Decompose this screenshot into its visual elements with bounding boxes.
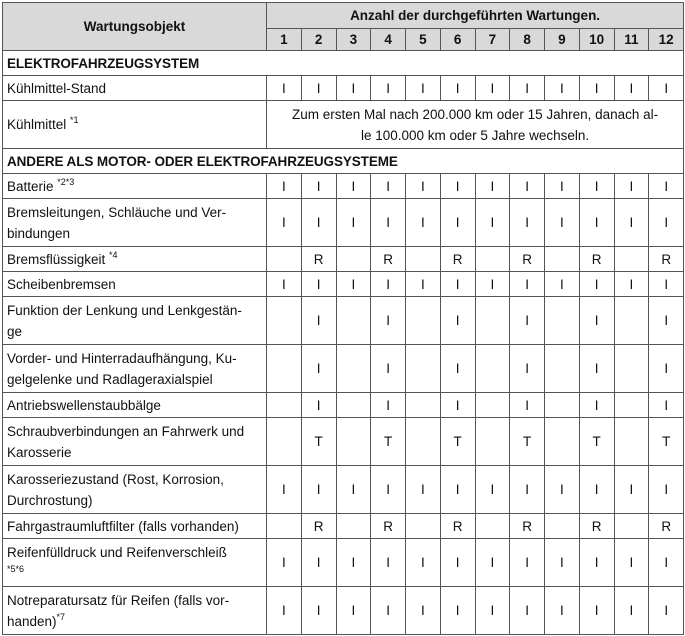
schedule-mark-cell bbox=[267, 514, 302, 539]
schedule-mark-cell: T bbox=[301, 418, 336, 466]
schedule-mark-cell: R bbox=[371, 514, 406, 539]
item-text-line: handen) bbox=[7, 613, 57, 629]
schedule-mark-cell: I bbox=[579, 199, 614, 247]
table-row bbox=[3, 247, 684, 272]
schedule-mark-cell bbox=[267, 297, 302, 345]
section-header-row bbox=[3, 51, 684, 76]
schedule-mark-cell: I bbox=[301, 199, 336, 247]
maintenance-item-label bbox=[3, 199, 267, 247]
item-text-line: gelgelenke und Radlageraxialspiel bbox=[7, 371, 213, 387]
schedule-mark-cell: I bbox=[267, 587, 302, 635]
schedule-mark-cell: I bbox=[440, 272, 475, 297]
table-row bbox=[3, 345, 684, 393]
item-text-line: bindungen bbox=[7, 225, 71, 241]
table-row bbox=[3, 101, 684, 149]
table-row bbox=[3, 199, 684, 247]
schedule-mark-cell: I bbox=[475, 174, 510, 199]
schedule-mark-cell: T bbox=[649, 418, 684, 466]
section-header-row bbox=[3, 149, 684, 174]
maintenance-number-9: 9 bbox=[545, 29, 580, 51]
maintenance-item-label bbox=[3, 514, 267, 539]
maintenance-number-3: 3 bbox=[336, 29, 371, 51]
schedule-mark-cell: I bbox=[406, 199, 441, 247]
schedule-mark-cell: I bbox=[614, 199, 649, 247]
item-text-line: Batterie bbox=[7, 178, 58, 194]
schedule-mark-cell: I bbox=[649, 272, 684, 297]
schedule-mark-cell bbox=[614, 345, 649, 393]
item-text-line: Notreparatursatz für Reifen (falls vor- bbox=[7, 592, 230, 608]
maintenance-item-label bbox=[3, 101, 267, 149]
schedule-mark-cell: I bbox=[440, 587, 475, 635]
schedule-mark-cell: I bbox=[371, 345, 406, 393]
schedule-mark-cell: T bbox=[440, 418, 475, 466]
table-row bbox=[3, 272, 684, 297]
schedule-mark-cell: I bbox=[301, 76, 336, 101]
table-row bbox=[3, 539, 684, 587]
schedule-mark-cell: R bbox=[440, 247, 475, 272]
schedule-mark-cell bbox=[614, 514, 649, 539]
schedule-mark-cell: I bbox=[614, 587, 649, 635]
footnote-marker: *7 bbox=[56, 611, 66, 622]
item-text-line: Fahrgastraumluftfilter (falls vorhanden) bbox=[7, 518, 239, 534]
schedule-mark-cell: I bbox=[301, 587, 336, 635]
schedule-mark-cell: I bbox=[545, 539, 580, 587]
section-title: ELEKTROFAHRZEUGSYSTEM bbox=[3, 51, 684, 76]
schedule-mark-cell bbox=[475, 514, 510, 539]
schedule-mark-cell: I bbox=[510, 76, 545, 101]
schedule-mark-cell: I bbox=[336, 466, 371, 514]
schedule-mark-cell: I bbox=[510, 587, 545, 635]
schedule-mark-cell: I bbox=[579, 466, 614, 514]
schedule-mark-cell: I bbox=[371, 539, 406, 587]
maintenance-item-label bbox=[3, 174, 267, 199]
item-text-line: Kühlmittel-Stand bbox=[7, 80, 107, 96]
schedule-mark-cell: I bbox=[510, 297, 545, 345]
maintenance-number-2: 2 bbox=[301, 29, 336, 51]
footnote-marker: *2*3 bbox=[57, 176, 75, 187]
schedule-mark-cell: I bbox=[510, 199, 545, 247]
schedule-mark-cell bbox=[545, 345, 580, 393]
schedule-mark-cell bbox=[267, 418, 302, 466]
schedule-mark-cell bbox=[267, 247, 302, 272]
schedule-mark-cell: I bbox=[614, 539, 649, 587]
schedule-mark-cell: I bbox=[579, 393, 614, 418]
schedule-mark-cell bbox=[406, 418, 441, 466]
schedule-mark-cell bbox=[614, 393, 649, 418]
schedule-mark-cell: I bbox=[475, 199, 510, 247]
schedule-mark-cell: I bbox=[371, 174, 406, 199]
schedule-mark-cell: I bbox=[371, 466, 406, 514]
schedule-mark-cell bbox=[336, 514, 371, 539]
schedule-mark-cell: I bbox=[579, 539, 614, 587]
maintenance-item-label bbox=[3, 247, 267, 272]
schedule-mark-cell: I bbox=[406, 174, 441, 199]
maintenance-schedule-table bbox=[2, 2, 684, 635]
schedule-mark-cell: I bbox=[545, 199, 580, 247]
item-text-line: Kühlmittel bbox=[7, 117, 71, 132]
schedule-body bbox=[3, 51, 684, 635]
schedule-mark-cell: I bbox=[267, 199, 302, 247]
schedule-mark-cell bbox=[545, 418, 580, 466]
maintenance-item-label bbox=[3, 297, 267, 345]
column-header-count: Anzahl der durchgeführten Wartungen. bbox=[267, 3, 684, 29]
item-text-line: Reifenfülldruck und Reifenverschleiß bbox=[7, 544, 227, 560]
schedule-mark-cell bbox=[545, 514, 580, 539]
maintenance-item-label bbox=[3, 466, 267, 514]
schedule-mark-cell: R bbox=[579, 514, 614, 539]
table-row bbox=[3, 466, 684, 514]
maintenance-item-label bbox=[3, 587, 267, 635]
schedule-mark-cell: I bbox=[510, 539, 545, 587]
schedule-mark-cell: I bbox=[545, 587, 580, 635]
schedule-mark-cell bbox=[475, 247, 510, 272]
schedule-mark-cell bbox=[267, 345, 302, 393]
maintenance-number-1: 1 bbox=[267, 29, 302, 51]
schedule-mark-cell: I bbox=[406, 587, 441, 635]
maintenance-item-label bbox=[3, 76, 267, 101]
coolant-replacement-note bbox=[267, 101, 684, 149]
schedule-mark-cell: I bbox=[649, 587, 684, 635]
schedule-mark-cell bbox=[406, 345, 441, 393]
schedule-mark-cell: I bbox=[440, 174, 475, 199]
schedule-mark-cell: I bbox=[545, 76, 580, 101]
schedule-mark-cell: R bbox=[510, 514, 545, 539]
schedule-mark-cell: I bbox=[336, 272, 371, 297]
schedule-mark-cell bbox=[336, 345, 371, 393]
schedule-mark-cell: I bbox=[440, 393, 475, 418]
section-title: ANDERE ALS MOTOR- ODER ELEKTROFAHRZEUGSYSTEME bbox=[3, 149, 684, 174]
schedule-mark-cell: T bbox=[371, 418, 406, 466]
schedule-mark-cell: I bbox=[336, 587, 371, 635]
schedule-mark-cell: I bbox=[475, 539, 510, 587]
schedule-mark-cell bbox=[336, 247, 371, 272]
schedule-mark-cell bbox=[545, 297, 580, 345]
schedule-mark-cell: I bbox=[579, 297, 614, 345]
maintenance-number-10: 10 bbox=[579, 29, 614, 51]
schedule-mark-cell: I bbox=[301, 466, 336, 514]
schedule-mark-cell: I bbox=[545, 466, 580, 514]
maintenance-number-6: 6 bbox=[440, 29, 475, 51]
maintenance-number-11: 11 bbox=[614, 29, 649, 51]
schedule-mark-cell: R bbox=[649, 514, 684, 539]
maintenance-item-label bbox=[3, 272, 267, 297]
item-text-line: Scheibenbremsen bbox=[7, 276, 116, 292]
item-text-line: Schraubverbindungen an Fahrwerk und bbox=[7, 423, 245, 439]
item-text-line: Bremsleitungen, Schläuche und Ver- bbox=[7, 204, 227, 220]
maintenance-number-12: 12 bbox=[649, 29, 684, 51]
maintenance-item-label bbox=[3, 393, 267, 418]
schedule-mark-cell: I bbox=[267, 539, 302, 587]
schedule-mark-cell bbox=[614, 418, 649, 466]
schedule-mark-cell bbox=[614, 297, 649, 345]
schedule-mark-cell: R bbox=[649, 247, 684, 272]
schedule-mark-cell bbox=[614, 247, 649, 272]
schedule-mark-cell: I bbox=[336, 174, 371, 199]
schedule-mark-cell: I bbox=[371, 587, 406, 635]
table-row bbox=[3, 587, 684, 635]
schedule-mark-cell: I bbox=[406, 466, 441, 514]
table-row bbox=[3, 76, 684, 101]
schedule-mark-cell: I bbox=[510, 393, 545, 418]
schedule-mark-cell: I bbox=[371, 199, 406, 247]
schedule-mark-cell bbox=[406, 514, 441, 539]
schedule-mark-cell: I bbox=[371, 76, 406, 101]
schedule-mark-cell: I bbox=[475, 587, 510, 635]
schedule-mark-cell: I bbox=[579, 174, 614, 199]
schedule-mark-cell: I bbox=[475, 76, 510, 101]
schedule-mark-cell: I bbox=[440, 76, 475, 101]
schedule-mark-cell: I bbox=[649, 345, 684, 393]
column-header-item: Wartungsobjekt bbox=[3, 3, 267, 51]
schedule-mark-cell: I bbox=[649, 466, 684, 514]
schedule-mark-cell: I bbox=[406, 539, 441, 587]
item-text-line: Funktion der Lenkung und Lenkgestän- bbox=[7, 302, 242, 318]
maintenance-number-4: 4 bbox=[371, 29, 406, 51]
schedule-mark-cell: I bbox=[579, 587, 614, 635]
schedule-mark-cell bbox=[267, 393, 302, 418]
schedule-mark-cell: I bbox=[579, 272, 614, 297]
schedule-mark-cell: I bbox=[649, 539, 684, 587]
schedule-mark-cell: I bbox=[440, 199, 475, 247]
item-text-line: Bremsflüssigkeit bbox=[7, 251, 110, 267]
schedule-mark-cell: I bbox=[267, 76, 302, 101]
schedule-mark-cell: I bbox=[649, 76, 684, 101]
maintenance-number-5: 5 bbox=[406, 29, 441, 51]
schedule-mark-cell: I bbox=[475, 272, 510, 297]
schedule-mark-cell: I bbox=[510, 272, 545, 297]
schedule-mark-cell: R bbox=[371, 247, 406, 272]
table-row bbox=[3, 418, 684, 466]
item-text-line: Karosseriezustand (Rost, Korrosion, bbox=[7, 471, 224, 487]
maintenance-number-7: 7 bbox=[475, 29, 510, 51]
schedule-mark-cell: R bbox=[301, 514, 336, 539]
schedule-mark-cell: R bbox=[301, 247, 336, 272]
schedule-mark-cell: I bbox=[649, 393, 684, 418]
schedule-mark-cell: R bbox=[579, 247, 614, 272]
schedule-mark-cell: R bbox=[510, 247, 545, 272]
schedule-mark-cell: I bbox=[510, 174, 545, 199]
schedule-mark-cell: I bbox=[440, 345, 475, 393]
maintenance-item-label bbox=[3, 345, 267, 393]
note-text-line: Zum ersten Mal nach 200.000 km oder 15 Jahren, danach al- bbox=[291, 106, 659, 122]
schedule-mark-cell: I bbox=[406, 272, 441, 297]
schedule-mark-cell: I bbox=[475, 466, 510, 514]
schedule-mark-cell: I bbox=[406, 76, 441, 101]
schedule-mark-cell: T bbox=[579, 418, 614, 466]
schedule-mark-cell: I bbox=[614, 174, 649, 199]
schedule-mark-cell bbox=[475, 418, 510, 466]
schedule-mark-cell: I bbox=[301, 174, 336, 199]
schedule-mark-cell bbox=[545, 393, 580, 418]
schedule-mark-cell bbox=[475, 297, 510, 345]
table-row bbox=[3, 393, 684, 418]
schedule-mark-cell: I bbox=[267, 272, 302, 297]
schedule-mark-cell: I bbox=[614, 466, 649, 514]
schedule-mark-cell bbox=[336, 418, 371, 466]
schedule-mark-cell: I bbox=[301, 345, 336, 393]
schedule-mark-cell bbox=[336, 297, 371, 345]
schedule-mark-cell bbox=[545, 247, 580, 272]
schedule-mark-cell: I bbox=[440, 539, 475, 587]
table-row bbox=[3, 297, 684, 345]
schedule-mark-cell: I bbox=[267, 174, 302, 199]
schedule-mark-cell: I bbox=[336, 76, 371, 101]
schedule-mark-cell: I bbox=[649, 199, 684, 247]
schedule-mark-cell: I bbox=[301, 393, 336, 418]
schedule-mark-cell: I bbox=[440, 297, 475, 345]
item-text-line: ge bbox=[7, 323, 23, 339]
schedule-mark-cell: I bbox=[510, 345, 545, 393]
footnote-marker: *1 bbox=[70, 115, 79, 125]
schedule-mark-cell: I bbox=[545, 272, 580, 297]
schedule-mark-cell: I bbox=[301, 297, 336, 345]
schedule-mark-cell bbox=[406, 297, 441, 345]
maintenance-item-label bbox=[3, 418, 267, 466]
table-row bbox=[3, 174, 684, 199]
schedule-mark-cell: I bbox=[371, 272, 406, 297]
schedule-mark-cell: I bbox=[371, 297, 406, 345]
schedule-mark-cell: I bbox=[579, 76, 614, 101]
schedule-mark-cell: I bbox=[545, 174, 580, 199]
schedule-mark-cell: I bbox=[614, 272, 649, 297]
schedule-mark-cell: I bbox=[336, 539, 371, 587]
schedule-mark-cell bbox=[475, 393, 510, 418]
footnote-marker: *5*6 bbox=[7, 563, 25, 574]
maintenance-item-label bbox=[3, 539, 267, 587]
schedule-mark-cell: I bbox=[510, 466, 545, 514]
schedule-mark-cell: T bbox=[510, 418, 545, 466]
item-text-line: Karosserie bbox=[7, 444, 72, 460]
table-row bbox=[3, 514, 684, 539]
note-text-line: le 100.000 km oder 5 Jahre wechseln. bbox=[361, 127, 590, 143]
item-text-line: Antriebswellenstaubbälge bbox=[7, 397, 161, 413]
schedule-mark-cell: I bbox=[371, 393, 406, 418]
item-text-line: Vorder- und Hinterradaufhängung, Ku- bbox=[7, 350, 237, 366]
schedule-mark-cell bbox=[406, 393, 441, 418]
schedule-mark-cell: I bbox=[440, 466, 475, 514]
footnote-marker: *4 bbox=[109, 249, 118, 260]
schedule-mark-cell bbox=[406, 247, 441, 272]
schedule-mark-cell: I bbox=[614, 76, 649, 101]
item-text-line: Durchrostung) bbox=[7, 492, 93, 508]
schedule-mark-cell: R bbox=[440, 514, 475, 539]
schedule-mark-cell: I bbox=[336, 199, 371, 247]
schedule-mark-cell: I bbox=[301, 272, 336, 297]
schedule-mark-cell: I bbox=[649, 297, 684, 345]
schedule-mark-cell: I bbox=[649, 174, 684, 199]
schedule-mark-cell: I bbox=[301, 539, 336, 587]
schedule-mark-cell: I bbox=[579, 345, 614, 393]
schedule-mark-cell bbox=[475, 345, 510, 393]
schedule-mark-cell: I bbox=[267, 466, 302, 514]
schedule-mark-cell bbox=[336, 393, 371, 418]
maintenance-number-8: 8 bbox=[510, 29, 545, 51]
